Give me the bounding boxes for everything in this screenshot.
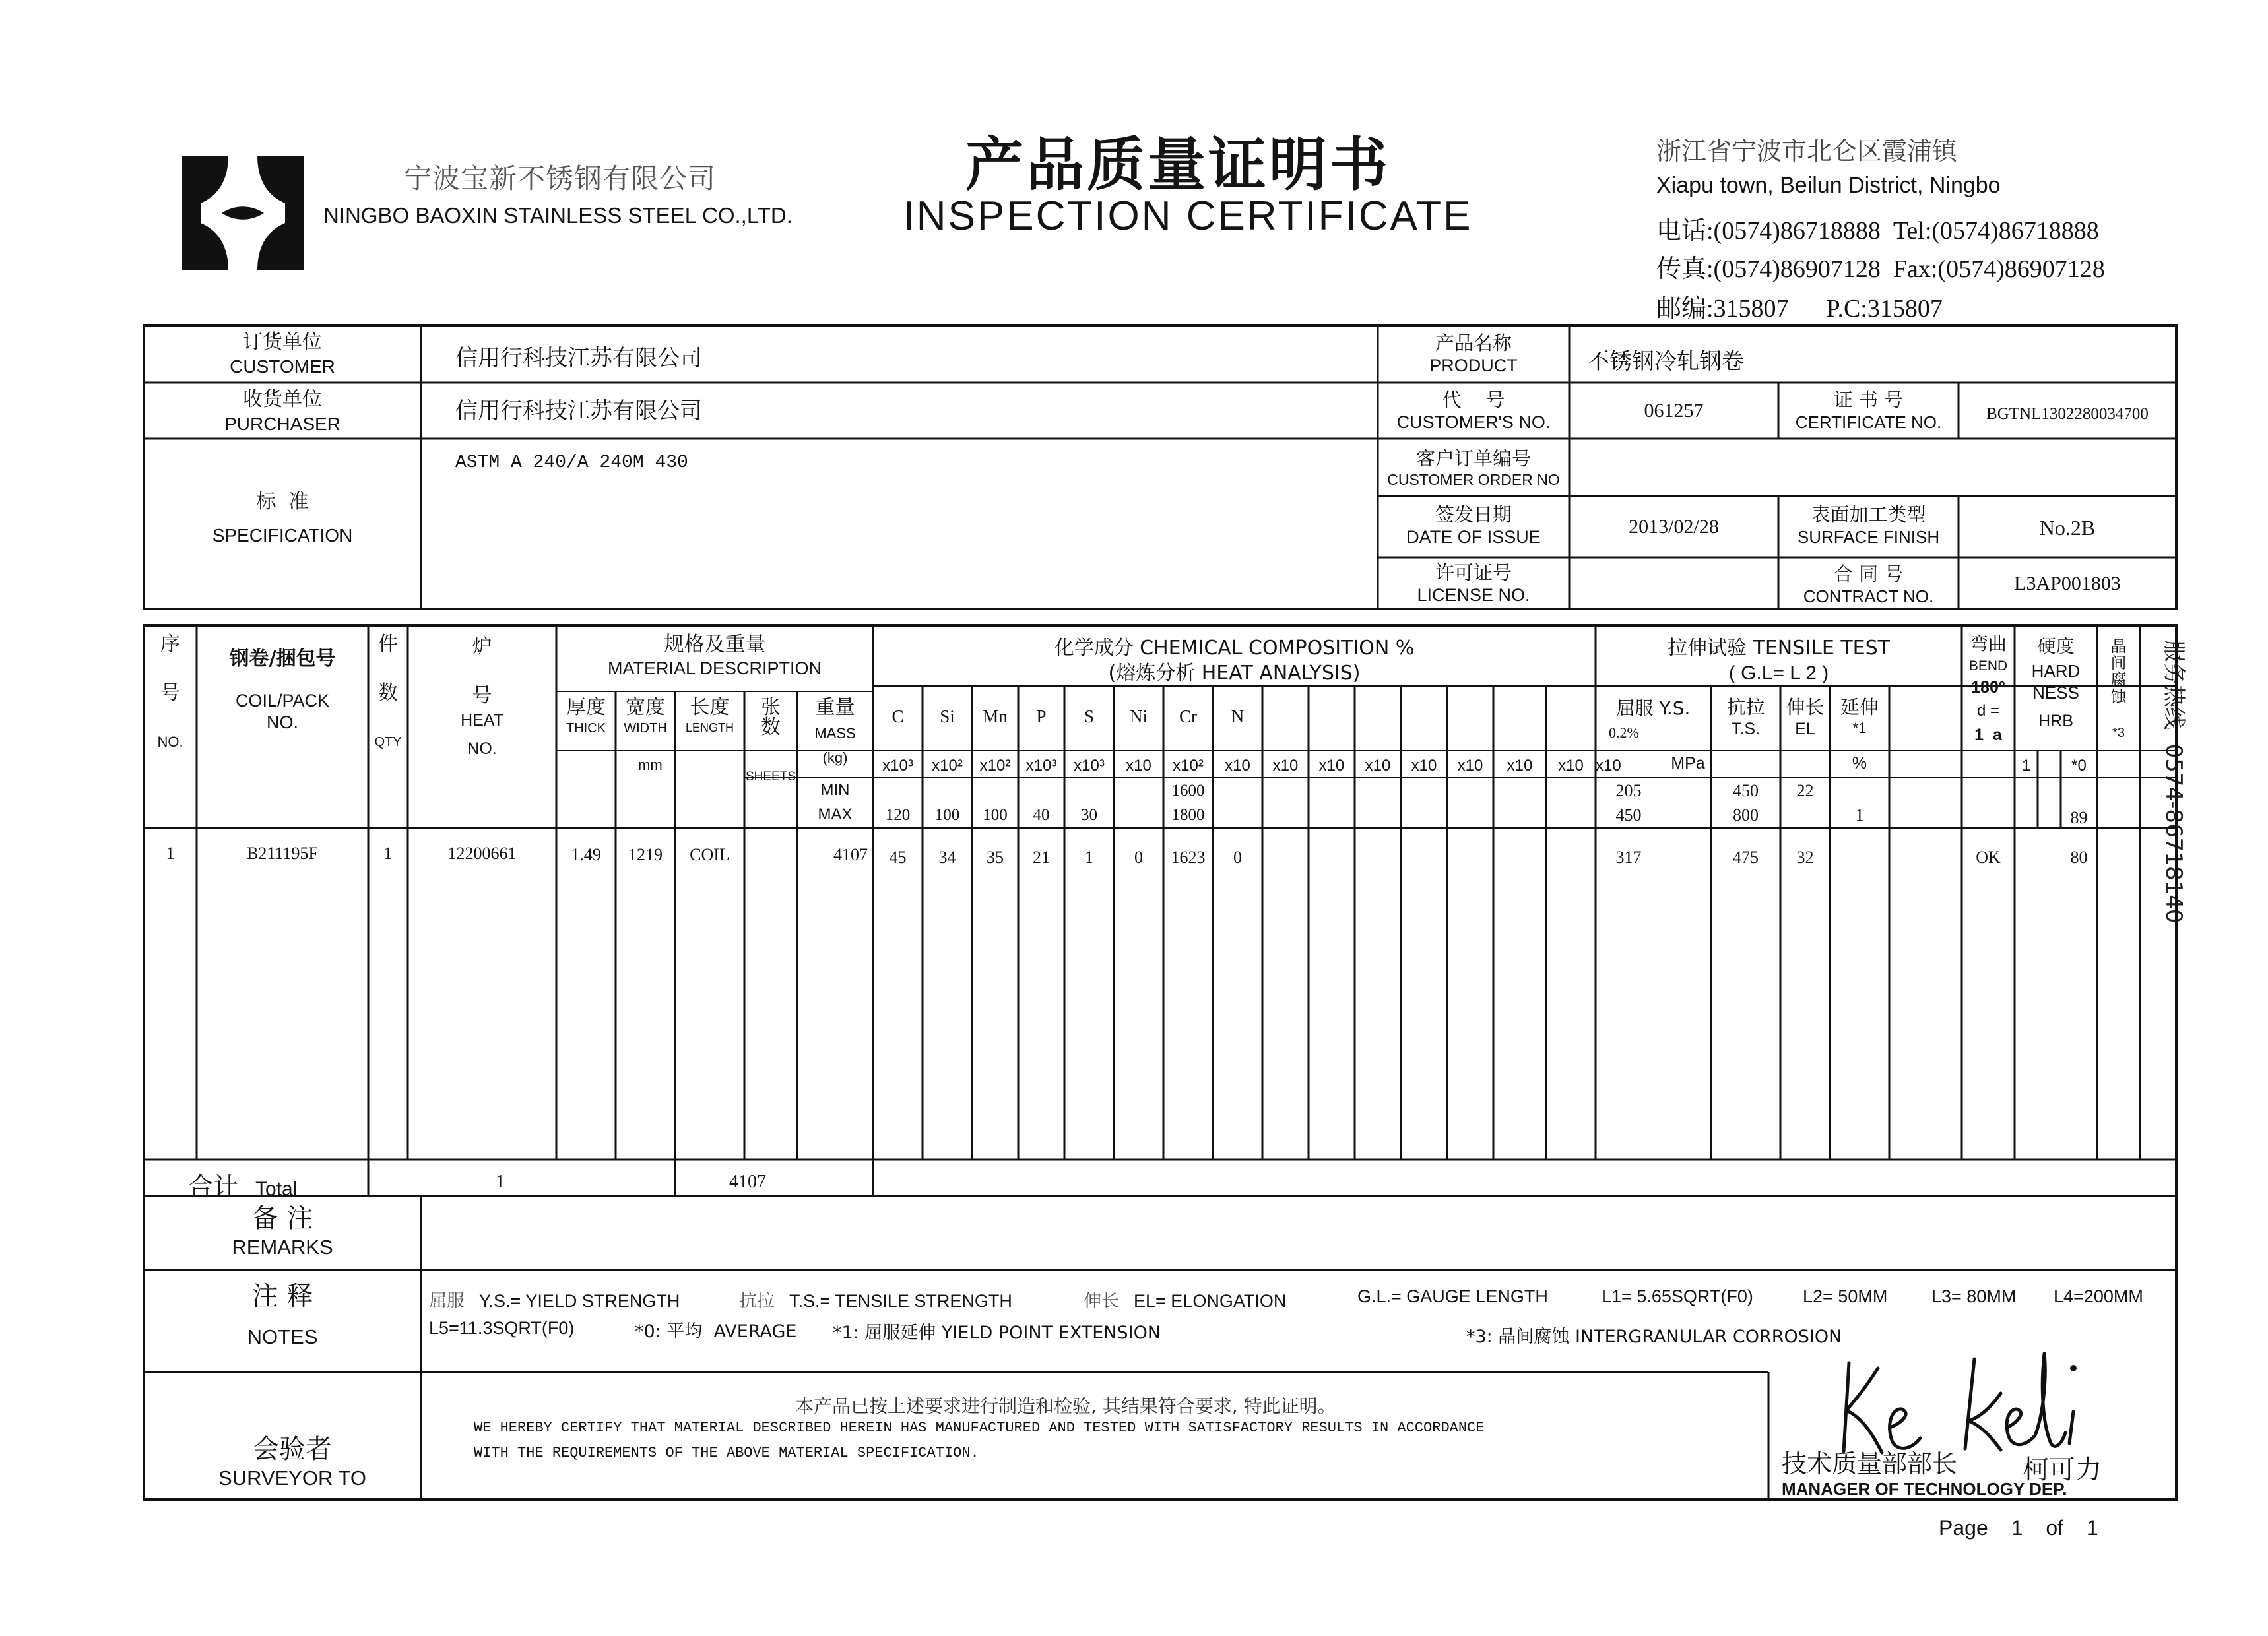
note-definition (1788, 1286, 1887, 1307)
page-total: 1 (2086, 1516, 2098, 1540)
chem-unit: x10 (1272, 757, 1299, 774)
col-sheets-en: SHEETS (745, 770, 796, 784)
certificate-no-label-en: CERTIFICATE NO. (1795, 412, 1942, 433)
col-bend-deg: 180° (1971, 678, 2005, 697)
col-thick-en: THICK (566, 720, 606, 736)
fax: 传真:(0574)86907128 Fax:(0574)86907128 (1656, 255, 2105, 283)
signer-title-cn: 技术质量部部长 (1782, 1449, 1958, 1478)
customer-no-label (1378, 388, 1569, 434)
chem-element-header: P (1036, 707, 1047, 726)
specification-label-cn: 标 准 (256, 490, 309, 513)
row-chem-value: 34 (938, 848, 956, 867)
customer-label-en: CUSTOMER (230, 356, 335, 377)
tensile-unit-mpa: MPa (1671, 754, 1705, 772)
col-ts-header (1711, 695, 1780, 740)
col-thick-header (556, 695, 616, 737)
ys-min: 205 (1615, 781, 1642, 800)
col-bend-cn: 弯曲 (1969, 633, 2007, 654)
col-coil-cn: 钢卷/捆包号 (229, 647, 336, 670)
material-description-en: MATERIAL DESCRIPTION (607, 658, 822, 678)
issue-date-value: 2013/02/28 (1629, 516, 1719, 538)
note-term-en: L4=200MM (2054, 1286, 2143, 1306)
chem-unit: x10 (1318, 757, 1345, 774)
chem-element-header: Mn (983, 707, 1008, 726)
customer-label (144, 330, 421, 378)
total-label-en: Total (255, 1178, 298, 1200)
purchaser-label-cn: 收货单位 (243, 388, 322, 411)
col-coil-en: COIL/PACK (235, 690, 330, 710)
note-term-en: G.L.= GAUGE LENGTH (1357, 1286, 1548, 1306)
chem-unit: x10 (1558, 757, 1584, 774)
issue-date-label (1378, 503, 1569, 549)
col-mass-unit: (kg) (822, 749, 848, 766)
title-en: INSPECTION CERTIFICATE (903, 193, 1473, 239)
tensile-test-header (1596, 636, 1962, 685)
row-qty: 1 (383, 844, 393, 863)
row-mass: 4107 (833, 845, 868, 864)
row-chem-value: 21 (1033, 848, 1050, 867)
license-no-label (1378, 561, 1569, 607)
chem-unit: x10 (1225, 757, 1250, 774)
note-definition (1917, 1286, 2016, 1307)
chem-element-header: Cr (1179, 707, 1197, 726)
certificate-no-label-cn: 证 书 号 (1833, 389, 1904, 411)
surveyor-label-cn: 会验者 (253, 1434, 332, 1464)
order-no-label (1378, 447, 1569, 489)
chem-max: 120 (885, 806, 911, 824)
chem-unit: x10 (1126, 757, 1151, 774)
total-mass: 4107 (729, 1172, 766, 1192)
tensile-test-line1: 拉伸试验 TENSILE TEST (1667, 637, 1890, 660)
col-heat-en2: NO. (467, 739, 497, 759)
chem-unit: x10³ (1025, 757, 1057, 774)
surface-finish-label (1778, 503, 1959, 548)
contract-no-value: L3AP001803 (2014, 573, 2121, 594)
chem-unit: x10² (1173, 757, 1204, 774)
note-intergranular-corrosion: *3: 晶间腐蚀 INTERGRANULAR CORROSION (1466, 1327, 1842, 1347)
product-label (1378, 331, 1569, 377)
col-bend-d: d = (1976, 701, 2000, 720)
certify-statement-en-line2: WITH THE REQUIREMENTS OF THE ABOVE MATERIAL SPECIFICATION. (474, 1445, 979, 1461)
hardness-sub-avg: *0 (2071, 757, 2087, 774)
col-yp-en: *1 (1852, 720, 1867, 737)
notes-label (144, 1280, 421, 1350)
surface-finish-value: No.2B (2039, 516, 2096, 540)
ys-max: 450 (1615, 805, 1642, 825)
license-no-label-en: LICENSE NO. (1417, 585, 1530, 606)
col-seq-header (144, 632, 197, 751)
notes-label-cn: 注 释 (251, 1281, 313, 1311)
row-el: 32 (1796, 848, 1814, 867)
total-qty: 1 (496, 1172, 505, 1192)
chem-min: 1600 (1171, 782, 1205, 800)
contract-no-label (1778, 562, 1959, 608)
customer-no-label-cn: 代 号 (1442, 389, 1505, 411)
row-chem-value: 35 (987, 848, 1004, 867)
col-length-cn: 长度 (690, 696, 730, 719)
note-term-en: L1= 5.65SQRT(F0) (1602, 1286, 1753, 1306)
row-ys: 317 (1615, 848, 1642, 867)
note-yield-point-extension: *1: 屈服延伸 YIELD POINT EXTENSION (833, 1323, 1161, 1343)
col-hardness-cn: 硬度 (2037, 635, 2075, 657)
note-term-en: Y.S.= YIELD STRENGTH (479, 1291, 680, 1311)
material-description-header (556, 632, 873, 680)
chem-unit: x10 (1365, 757, 1391, 774)
row-heat-no: 12200661 (447, 844, 517, 863)
signer-title-en: MANAGER OF TECHNOLOGY DEP. (1782, 1479, 2067, 1499)
note-term-cn: 抗拉 (739, 1291, 775, 1311)
col-el-header (1780, 695, 1830, 740)
note-term-cn: 屈服 (429, 1291, 465, 1311)
col-qty-header (368, 632, 408, 751)
issue-date-label-en: DATE OF ISSUE (1406, 527, 1541, 548)
chem-element-header: Ni (1130, 707, 1148, 726)
row-seq: 1 (166, 844, 175, 863)
el-min: 22 (1796, 781, 1814, 800)
note-l5: L5=11.3SQRT(F0) (429, 1318, 575, 1338)
purchaser-value: 信用行科技江苏有限公司 (455, 398, 702, 424)
chemical-composition-line2: (熔炼分析 HEAT ANALYSIS) (1108, 661, 1361, 685)
chem-element-header: S (1084, 707, 1095, 726)
col-qty-en: QTY (374, 735, 402, 749)
specification-value: ASTM A 240/A 240M 430 (455, 453, 688, 473)
ts-min: 450 (1733, 781, 1759, 800)
col-hardness-header (2015, 635, 2097, 732)
notes-label-en: NOTES (247, 1325, 318, 1348)
row-length: COIL (690, 845, 730, 864)
chem-unit: x10² (979, 757, 1011, 774)
note-term-en: L2= 50MM (1803, 1286, 1888, 1306)
col-yp-header (1830, 695, 1889, 738)
issue-date-label-cn: 签发日期 (1435, 503, 1512, 526)
col-yp-cn: 延伸 (1840, 696, 1879, 718)
note-term-en: EL= ELONGATION (1134, 1291, 1287, 1311)
contract-no-label-cn: 合 同 号 (1833, 563, 1904, 585)
signer-name-cn: 柯可力 (2023, 1455, 2102, 1485)
col-seq-en: NO. (157, 734, 183, 750)
service-hotline: 服务热线 0574-86718140 (2160, 640, 2187, 924)
customer-value: 信用行科技江苏有限公司 (455, 345, 702, 371)
address-cn: 浙江省宁波市北仑区霞浦镇 (1656, 137, 1958, 166)
row-max-label: MAX (818, 805, 853, 823)
note-term-en: L3= 80MM (1931, 1286, 2017, 1306)
col-ts-cn: 抗拉 (1726, 696, 1765, 718)
customer-label-cn: 订货单位 (243, 330, 322, 354)
col-sheets-cn: 张数 (761, 696, 781, 739)
row-width: 1219 (628, 845, 663, 864)
col-width-en: WIDTH (624, 720, 667, 736)
col-seq-cn: 序 (160, 633, 180, 656)
chem-element-header: N (1231, 707, 1245, 726)
note-term-cn: 伸长 (1084, 1291, 1119, 1311)
col-width-cn: 宽度 (626, 696, 665, 719)
note-definition (1587, 1286, 1753, 1307)
tensile-test-line2: ( G.L= L 2 ) (1728, 662, 1829, 684)
purchaser-label-en: PURCHASER (224, 413, 340, 434)
chem-unit: x10 (1507, 757, 1533, 774)
row-chem-value: 0 (1134, 848, 1143, 867)
col-intergranular-cn: 晶间腐蚀 (2110, 637, 2127, 706)
page-indicator (1939, 1516, 2098, 1540)
ts-max: 800 (1733, 805, 1759, 825)
elongation-unit-pct: % (1852, 754, 1867, 772)
col-ys-sub: 0.2% (1609, 724, 1639, 741)
certify-statement-cn: 本产品已按上述要求进行制造和检验, 其结果符合要求, 特此证明。 (795, 1395, 1336, 1417)
row-chem-value: 0 (1233, 848, 1242, 867)
product-label-cn: 产品名称 (1435, 332, 1512, 354)
surveyor-label (144, 1433, 441, 1492)
certificate-no-label (1778, 388, 1959, 433)
contract-no-label-en: CONTRACT NO. (1803, 586, 1934, 607)
row-chem-value: 1623 (1171, 848, 1206, 867)
page-label: Page (1939, 1516, 1988, 1540)
col-ys-label: 屈服 Y.S. (1616, 697, 1691, 719)
note-definition (739, 1286, 1012, 1312)
chem-unit: x10³ (882, 757, 913, 774)
surface-finish-label-en: SURFACE FINISH (1797, 527, 1940, 548)
product-value: 不锈钢冷轧钢卷 (1587, 348, 1744, 375)
page-of: of (2046, 1516, 2063, 1540)
company-name-cn: 宁波宝新不锈钢有限公司 (404, 162, 717, 195)
remarks-label-en: REMARKS (232, 1236, 333, 1259)
col-heat-en: HEAT (461, 711, 503, 730)
col-coil-header (197, 646, 368, 734)
postcode: 邮编:315807 P.C:315807 (1656, 295, 1943, 323)
col-ts-en: T.S. (1731, 720, 1761, 739)
surface-finish-label-cn: 表面加工类型 (1811, 503, 1926, 526)
remarks-label (144, 1202, 421, 1261)
col-width-header (616, 695, 675, 737)
material-description-cn: 规格及重量 (663, 633, 766, 656)
row-bend: OK (1976, 848, 2001, 867)
dimension-unit-mm: mm (638, 757, 663, 773)
remarks-label-cn: 备 注 (251, 1203, 313, 1234)
yp-max: 1 (1855, 805, 1864, 825)
company-name-en: NINGBO BAOXIN STAINLESS STEEL CO.,LTD. (323, 203, 793, 228)
row-chem-value: 45 (889, 848, 907, 867)
chem-max: 1800 (1171, 806, 1205, 824)
col-el-en: EL (1795, 720, 1815, 739)
col-hardness-en1: HARD (2031, 661, 2081, 681)
certify-statement-en-line1: WE HEREBY CERTIFY THAT MATERIAL DESCRIBED HEREIN HAS MANUFACTURED AND TESTED WITH SATISFACTORY RESULTS IN ACCORDANCE (474, 1420, 1485, 1436)
col-heat-cn: 炉 (472, 635, 492, 658)
chemical-composition-line1: 化学成分 CHEMICAL COMPOSITION % (1054, 637, 1415, 660)
row-chem-value: 1 (1085, 848, 1093, 867)
col-sheets-header (744, 698, 797, 785)
chem-unit: x10² (932, 757, 963, 774)
col-el-cn: 伸长 (1786, 696, 1825, 718)
note-definition (1084, 1286, 1286, 1312)
col-bend-en: BEND (1968, 658, 2008, 674)
page-current: 1 (2011, 1516, 2023, 1540)
col-qty-cn2: 数 (378, 681, 398, 705)
chem-max: 100 (934, 806, 960, 824)
col-intergranular-note: *3 (2112, 725, 2125, 740)
chem-unit: x10 (1457, 757, 1483, 774)
total-label-cn: 合计 (188, 1172, 239, 1201)
note-definition (429, 1286, 680, 1312)
specification-label-en: SPECIFICATION (212, 524, 353, 546)
col-coil-en2: NO. (266, 712, 298, 733)
chem-unit: x10³ (1074, 757, 1105, 774)
col-length-header (675, 695, 744, 735)
chem-unit: x10 (1596, 757, 1621, 774)
col-hardness-en2: NESS (2032, 682, 2079, 703)
customer-no-value: 061257 (1644, 400, 1704, 422)
col-length-en: LENGTH (685, 720, 734, 734)
col-bend-1a: 1 a (1974, 725, 2002, 744)
chem-max: 40 (1033, 806, 1050, 824)
purchaser-label (144, 387, 421, 435)
row-hardness: 80 (2070, 848, 2088, 867)
chem-element-header: C (891, 707, 904, 726)
license-no-label-cn: 许可证号 (1435, 561, 1512, 584)
row-ts: 475 (1733, 848, 1759, 867)
note-definition (2039, 1286, 2143, 1307)
note-term-en: T.S.= TENSILE STRENGTH (789, 1291, 1012, 1311)
chem-max: 100 (983, 806, 1008, 824)
col-mass-en: MASS (814, 724, 856, 741)
col-ys-header (1596, 697, 1711, 742)
total-label (188, 1166, 297, 1203)
row-coil-no: B211195F (247, 844, 318, 863)
col-qty-cn: 件 (378, 633, 398, 656)
order-no-label-cn: 客户订单编号 (1415, 447, 1531, 470)
hardness-max: 89 (2070, 808, 2088, 827)
row-thick: 1.49 (571, 845, 601, 864)
col-heat-cn2: 号 (472, 683, 492, 707)
chem-max: 30 (1081, 806, 1097, 824)
col-seq-cn2: 号 (160, 681, 180, 705)
row-min-label: MIN (820, 781, 850, 799)
chemical-composition-header (873, 636, 1596, 685)
col-mass-cn: 重量 (815, 696, 855, 719)
note-definition (1343, 1286, 1548, 1307)
surveyor-label-en: SURVEYOR TO (218, 1466, 366, 1490)
chem-element-header: Si (940, 707, 955, 726)
product-label-en: PRODUCT (1429, 356, 1518, 376)
chem-unit: x10 (1411, 757, 1437, 774)
col-bend-header (1962, 632, 2015, 745)
col-intergranular-header (2097, 639, 2140, 741)
specification-label (144, 489, 421, 547)
col-mass-header (797, 695, 873, 767)
hardness-sub-1: 1 (2021, 757, 2031, 774)
col-hardness-unit: HRB (2038, 712, 2073, 730)
order-no-label-en: CUSTOMER ORDER NO (1387, 471, 1560, 489)
col-heat-header (408, 635, 556, 760)
customer-no-label-en: CUSTOMER'S NO. (1396, 412, 1551, 433)
note-average: *0: 平均 AVERAGE (635, 1321, 797, 1342)
certificate-no-value: BGTNL1302280034700 (1986, 405, 2149, 423)
telephone: 电话:(0574)86718888 Tel:(0574)86718888 (1656, 217, 2099, 245)
address-en: Xiapu town, Beilun District, Ningbo (1656, 173, 2001, 198)
col-thick-cn: 厚度 (566, 696, 606, 719)
title-cn: 产品质量证明书 (965, 131, 1391, 199)
